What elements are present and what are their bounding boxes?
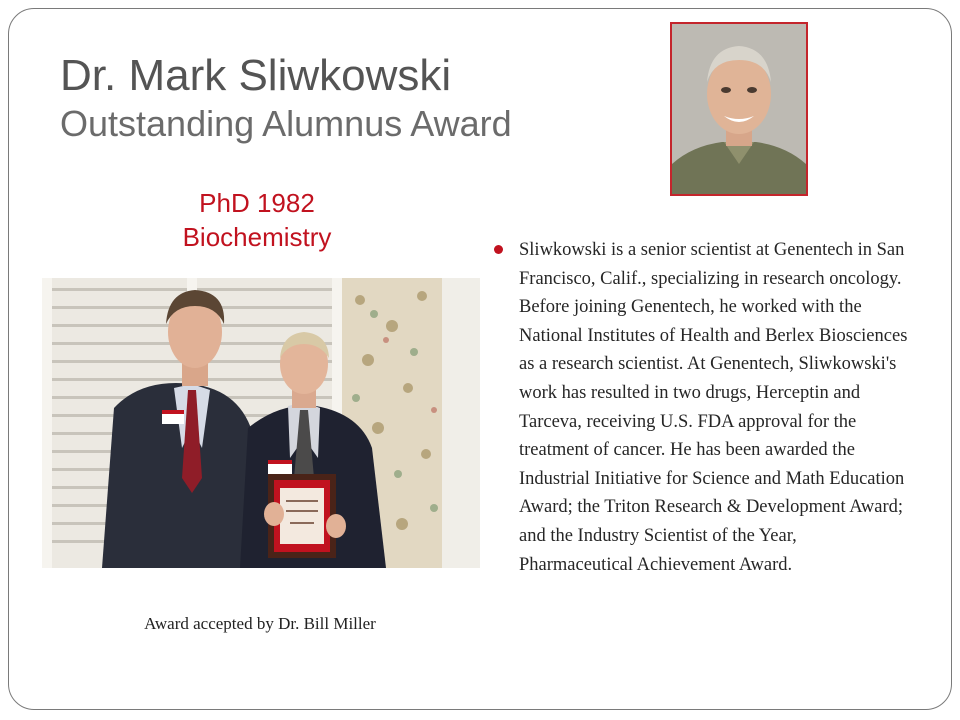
slide-title bbox=[60, 50, 660, 146]
bio-bullet bbox=[494, 236, 914, 579]
title-award: Outstanding Alumnus Award bbox=[60, 103, 512, 144]
photo-caption: Award accepted by Dr. Bill Miller bbox=[144, 614, 376, 633]
award-ceremony-photo bbox=[42, 278, 480, 568]
title-name: Dr. Mark Sliwkowski bbox=[60, 51, 452, 100]
degree-label bbox=[150, 186, 364, 254]
degree-year: PhD 1982 bbox=[199, 188, 315, 218]
portrait-photo bbox=[670, 22, 808, 196]
bio-text: Sliwkowski is a senior scientist at Genentech in San Francisco, Calif., specializing in research oncology. Before joining Genentech, he worked with the National Institutes of Health and Berlex Biosciences as a research scientist. At Genentech, Sliwkowski's work has resulted in two drugs, Herceptin and Tarceva, receiving U.S. FDA approval for the treatment of cancer. He has been awarded the Industrial Initiative for Science and Math Education Award; the Triton Research & Development Award; and the Industry Scientist of the Year, Pharmaceutical Achievement Award. bbox=[519, 240, 908, 575]
degree-field: Biochemistry bbox=[182, 222, 332, 252]
bullet-marker bbox=[494, 245, 503, 254]
